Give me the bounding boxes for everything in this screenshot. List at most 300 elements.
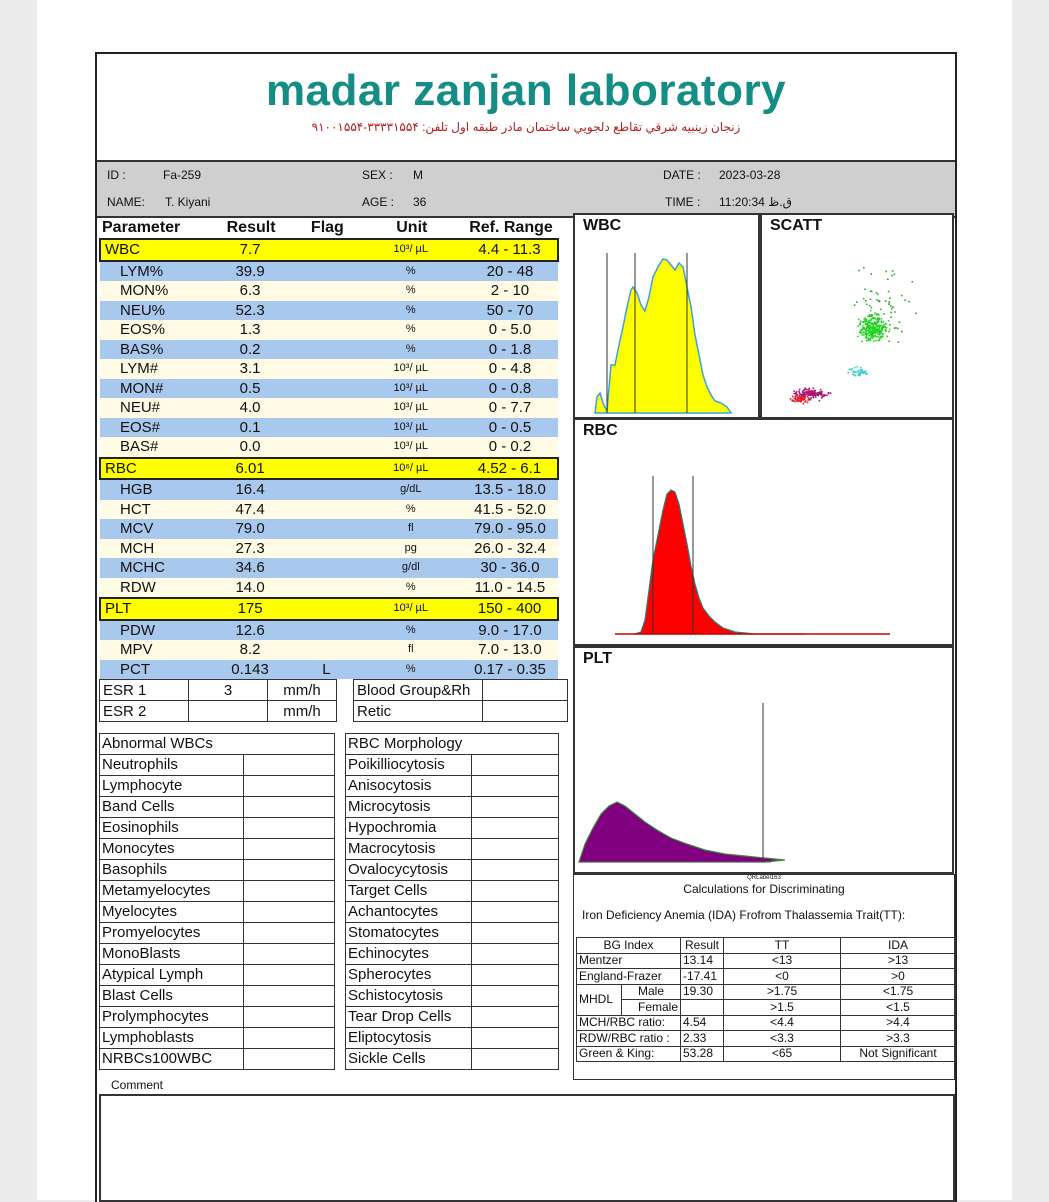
result-value: 16.4 xyxy=(207,479,293,500)
scatter-point xyxy=(892,270,894,272)
morphology-value xyxy=(472,923,559,944)
scatter-point xyxy=(859,324,861,326)
morphology-label: Neutrophils xyxy=(100,755,244,776)
scatter-point xyxy=(854,304,856,306)
morphology-value xyxy=(472,881,559,902)
unit-value: 10⁶/ µL xyxy=(360,458,462,480)
parameter-name: HGB xyxy=(100,479,207,500)
flag-value xyxy=(293,281,360,301)
unit-value: fl xyxy=(360,519,462,539)
morphology-value xyxy=(244,902,335,923)
ref-range: 0 - 0.2 xyxy=(462,437,558,458)
scatter-point xyxy=(901,295,903,297)
scatter-point xyxy=(890,305,892,307)
morphology-label: Achantocytes xyxy=(346,902,472,923)
list-item xyxy=(100,818,335,839)
ref-range: 0 - 7.7 xyxy=(462,398,558,418)
scatter-point xyxy=(867,323,869,325)
parameter-name: LYM# xyxy=(100,359,207,379)
scatter-point xyxy=(871,307,873,309)
scatter-point xyxy=(802,392,804,394)
morphology-value xyxy=(472,797,559,818)
scatter-point xyxy=(912,281,914,283)
list-item xyxy=(100,881,335,902)
scatter-point xyxy=(866,329,868,331)
scatter-point xyxy=(799,389,801,391)
table-row xyxy=(100,320,558,340)
unit-value: 10³/ µL xyxy=(360,379,462,399)
blood-group-value xyxy=(483,680,568,701)
unit-value: % xyxy=(360,620,462,641)
scatter-point xyxy=(862,325,864,327)
scatter-point xyxy=(870,299,872,301)
list-item xyxy=(100,755,335,776)
result-value: 39.9 xyxy=(207,261,293,282)
scatter-point xyxy=(878,334,880,336)
flag-value: L xyxy=(293,660,360,680)
scatter-point xyxy=(870,310,872,312)
unit-value: 10³/ µL xyxy=(360,437,462,458)
report-date: 2023-03-28 xyxy=(719,168,781,182)
table-row xyxy=(100,458,558,480)
list-item xyxy=(346,881,559,902)
cbc-rows xyxy=(100,239,558,679)
scatter-point xyxy=(870,291,872,293)
scatter-point xyxy=(823,394,825,396)
scatter-plot-svg xyxy=(762,215,952,417)
morphology-label: Target Cells xyxy=(346,881,472,902)
wbc-histogram xyxy=(573,213,760,419)
name-label: NAME: xyxy=(107,195,146,209)
scatter-point xyxy=(808,394,810,396)
retic-label: Retic xyxy=(354,701,483,722)
col-ref: Ref. Range xyxy=(469,218,553,236)
result-value: 27.3 xyxy=(207,539,293,559)
scatter-point xyxy=(881,325,883,327)
scatter-point xyxy=(874,313,876,315)
scatter-point xyxy=(820,389,822,391)
list-item xyxy=(346,860,559,881)
scatter-point xyxy=(819,393,821,395)
unit-value: 10³/ µL xyxy=(360,398,462,418)
list-item xyxy=(346,755,559,776)
time-label: TIME : xyxy=(665,195,701,209)
table-row xyxy=(100,281,558,301)
scatter-point xyxy=(871,327,873,329)
scatter-point xyxy=(858,319,860,321)
morphology-value xyxy=(472,986,559,1007)
scatter-point xyxy=(804,392,806,394)
table-row xyxy=(100,261,558,282)
morphology-label: Metamyelocytes xyxy=(100,881,244,902)
scatter-point xyxy=(816,394,818,396)
list-item xyxy=(100,860,335,881)
scatter-point xyxy=(861,341,863,343)
scatter-point xyxy=(808,389,810,391)
scatter-point xyxy=(857,336,859,338)
scatter-point xyxy=(859,331,861,333)
morphology-value xyxy=(472,1028,559,1049)
ref-range: 7.0 - 13.0 xyxy=(462,640,558,660)
scatter-point xyxy=(856,301,858,303)
parameter-name: PLT xyxy=(100,598,207,620)
scatter-point xyxy=(877,331,879,333)
scatter-point xyxy=(861,329,863,331)
unit-value: 10³/ µL xyxy=(360,239,462,261)
morphology-label: Basophils xyxy=(100,860,244,881)
scatter-point xyxy=(885,326,887,328)
result-value: 0.5 xyxy=(207,379,293,399)
scatter-point xyxy=(870,340,872,342)
table-row xyxy=(100,418,558,438)
scatter-point xyxy=(806,389,808,391)
morphology-value xyxy=(244,839,335,860)
scatter-point xyxy=(806,394,808,396)
morphology-value xyxy=(472,1007,559,1028)
morphology-value xyxy=(244,944,335,965)
scatter-point xyxy=(819,400,821,402)
scatter-point xyxy=(852,372,854,374)
table-row xyxy=(100,359,558,379)
flag-value xyxy=(293,500,360,520)
table-row xyxy=(100,500,558,520)
scatter-point xyxy=(894,274,896,276)
scatter-point xyxy=(875,340,877,342)
list-item xyxy=(346,965,559,986)
list-item xyxy=(100,1007,335,1028)
scatter-point xyxy=(828,393,830,395)
patient-info xyxy=(97,160,955,218)
esr2-unit: mm/h xyxy=(268,701,337,722)
scatt-chart-label: SCATT xyxy=(770,217,823,234)
scatter-point xyxy=(812,396,814,398)
list-item xyxy=(100,986,335,1007)
unit-value: g/dl xyxy=(360,558,462,578)
scatter-point xyxy=(799,395,801,397)
patient-sex: M xyxy=(413,168,423,182)
scatter-point xyxy=(881,318,883,320)
morphology-value xyxy=(472,944,559,965)
col-flag: Flag xyxy=(310,218,344,236)
scatter-point xyxy=(857,370,859,372)
flag-value xyxy=(293,558,360,578)
ref-range: 11.0 - 14.5 xyxy=(462,578,558,599)
list-item xyxy=(100,902,335,923)
table-row xyxy=(100,398,558,418)
list-item xyxy=(346,797,559,818)
ref-range: 26.0 - 32.4 xyxy=(462,539,558,559)
scatter-point xyxy=(879,333,881,335)
scatter-point xyxy=(861,372,863,374)
scatter-point xyxy=(809,392,811,394)
scatter-point xyxy=(864,318,866,320)
gk-label: Green & King: xyxy=(577,1046,681,1062)
scatter-point xyxy=(885,323,887,325)
scatter-point xyxy=(888,320,890,322)
unit-value: g/dL xyxy=(360,479,462,500)
morphology-label: Promyelocytes xyxy=(100,923,244,944)
morphology-label: MonoBlasts xyxy=(100,944,244,965)
ef-ida: >0 xyxy=(841,969,956,985)
scatter-point xyxy=(866,327,868,329)
wbc-curve xyxy=(595,259,731,413)
scatter-point xyxy=(878,320,880,322)
scatter-point xyxy=(898,341,900,343)
scatter-point xyxy=(793,400,795,402)
scatter-point xyxy=(877,336,879,338)
ef-tt: <0 xyxy=(724,969,841,985)
scatter-point xyxy=(881,335,883,337)
list-item xyxy=(100,734,335,755)
unit-value: 10³/ µL xyxy=(360,418,462,438)
parameter-name: NEU% xyxy=(100,301,207,321)
morphology-label: Tear Drop Cells xyxy=(346,1007,472,1028)
morphology-value xyxy=(472,755,559,776)
scatter-point xyxy=(889,324,891,326)
scatter-point xyxy=(815,390,817,392)
mchrbc-tt: <4.4 xyxy=(724,1015,841,1031)
calc-title: Calculations for Discriminating xyxy=(683,882,845,896)
mentzer-tt: <13 xyxy=(724,953,841,969)
scatter-point xyxy=(885,329,887,331)
mchrbc-result: 4.54 xyxy=(681,1015,724,1031)
scatter-point xyxy=(865,333,867,335)
lab-report xyxy=(95,52,957,1202)
morphology-value xyxy=(244,1049,335,1070)
parameter-name: BAS# xyxy=(100,437,207,458)
rdwrbc-result: 2.33 xyxy=(681,1031,724,1047)
scatter-point xyxy=(851,369,853,371)
scatter-point xyxy=(854,367,856,369)
rdwrbc-ida: >3.3 xyxy=(841,1031,956,1047)
scatter-point xyxy=(880,325,882,327)
ref-range: 0.17 - 0.35 xyxy=(462,660,558,680)
scatter-point xyxy=(869,335,871,337)
parameter-name: RBC xyxy=(100,458,207,480)
morphology-label: Echinocytes xyxy=(346,944,472,965)
scatter-point xyxy=(858,374,860,376)
morphology-label: Hypochromia xyxy=(346,818,472,839)
unit-value: % xyxy=(360,261,462,282)
plt-histogram-svg xyxy=(575,648,952,872)
scatter-point xyxy=(887,278,889,280)
parameter-name: MON# xyxy=(100,379,207,399)
scatter-point xyxy=(892,306,894,308)
scatter-point xyxy=(877,294,879,296)
scatter-point xyxy=(887,336,889,338)
scatter-point xyxy=(888,303,890,305)
morphology-value xyxy=(472,818,559,839)
morphology-label: Abnormal WBCs xyxy=(100,734,335,755)
result-value: 47.4 xyxy=(207,500,293,520)
result-value: 7.7 xyxy=(207,239,293,261)
morphology-label: Ovalocycytosis xyxy=(346,860,472,881)
scatter-point xyxy=(873,327,875,329)
scatter-point xyxy=(813,393,815,395)
age-label: AGE : xyxy=(362,195,395,209)
mchrbc-label: MCH/RBC ratio: xyxy=(577,1015,681,1031)
comment-label: Comment xyxy=(111,1078,164,1092)
gk-ida: Not Significant xyxy=(841,1046,956,1062)
esr1-value: 3 xyxy=(189,680,268,701)
list-item xyxy=(100,839,335,860)
scatter-point xyxy=(869,324,871,326)
scatter-point xyxy=(870,320,872,322)
scatter-point xyxy=(863,267,865,269)
table-row xyxy=(100,539,558,559)
male-ida: <1.75 xyxy=(841,984,956,1000)
scatter-point xyxy=(872,337,874,339)
result-value: 6.3 xyxy=(207,281,293,301)
ref-range: 41.5 - 52.0 xyxy=(462,500,558,520)
ref-range: 0 - 5.0 xyxy=(462,320,558,340)
list-item xyxy=(346,986,559,1007)
flag-value xyxy=(293,519,360,539)
discrimination-calculations xyxy=(573,874,955,1080)
result-value: 0.0 xyxy=(207,437,293,458)
scatter-point xyxy=(894,311,896,313)
scatter-point xyxy=(797,396,799,398)
esr2-value xyxy=(189,701,268,722)
scatter-point xyxy=(877,318,879,320)
morphology-value xyxy=(472,860,559,881)
morphology-label: Prolymphocytes xyxy=(100,1007,244,1028)
col-unit: Unit xyxy=(396,218,428,236)
scatter-point xyxy=(803,403,805,405)
esr2-label: ESR 2 xyxy=(100,701,189,722)
comment-box[interactable] xyxy=(99,1094,955,1202)
table-row xyxy=(100,239,558,261)
id-label: ID : xyxy=(107,168,126,182)
ref-range: 79.0 - 95.0 xyxy=(462,519,558,539)
cbc-table xyxy=(99,217,559,679)
ref-range: 4.52 - 6.1 xyxy=(462,458,558,480)
col-result: Result xyxy=(226,218,276,236)
table-row xyxy=(100,640,558,660)
scatter-point xyxy=(888,291,890,293)
scatter-point xyxy=(795,396,797,398)
scatter-point xyxy=(860,367,862,369)
sex-label: SEX : xyxy=(362,168,393,182)
morphology-label: RBC Morphology xyxy=(346,734,559,755)
scatter-point xyxy=(873,341,875,343)
esr-table xyxy=(99,679,568,722)
result-value: 52.3 xyxy=(207,301,293,321)
scatter-point xyxy=(901,331,903,333)
scatter-point xyxy=(873,325,875,327)
list-item xyxy=(346,734,559,755)
rbc-curve xyxy=(635,490,805,634)
list-item xyxy=(100,1049,335,1070)
parameter-name: RDW xyxy=(100,578,207,599)
list-item xyxy=(346,902,559,923)
result-value: 14.0 xyxy=(207,578,293,599)
flag-value xyxy=(293,398,360,418)
scatter-point xyxy=(875,329,877,331)
scatter-point xyxy=(879,327,881,329)
scatter-point xyxy=(797,399,799,401)
scatter-point xyxy=(885,271,887,273)
morphology-value xyxy=(244,755,335,776)
h-tt: TT xyxy=(724,938,841,954)
morphology-value xyxy=(244,1007,335,1028)
scatter-point xyxy=(869,315,871,317)
scatter-point xyxy=(863,334,865,336)
scatter-point xyxy=(808,391,810,393)
scatter-point xyxy=(915,313,917,315)
scatter-point xyxy=(855,371,857,373)
morphology-label: Schistocytosis xyxy=(346,986,472,1007)
scatter-point xyxy=(871,315,873,317)
scatter-point xyxy=(807,396,809,398)
result-value: 0.143 xyxy=(207,660,293,680)
scatter-point xyxy=(876,314,878,316)
list-item xyxy=(100,1028,335,1049)
morphology-value xyxy=(472,1049,559,1070)
scatter-point xyxy=(908,301,910,303)
table-row xyxy=(100,578,558,599)
female-result xyxy=(681,1000,724,1016)
scatter-point xyxy=(825,394,827,396)
scatter-point xyxy=(879,340,881,342)
parameter-name: MPV xyxy=(100,640,207,660)
parameter-name: MON% xyxy=(100,281,207,301)
plt-histogram xyxy=(573,646,954,874)
morphology-value xyxy=(244,860,335,881)
morphology-label: Lymphocyte xyxy=(100,776,244,797)
list-item xyxy=(100,923,335,944)
list-item xyxy=(346,776,559,797)
h-bg-index: BG Index xyxy=(577,938,681,954)
scatter-point xyxy=(875,335,877,337)
list-item xyxy=(346,1007,559,1028)
scatter-point xyxy=(883,321,885,323)
flag-value xyxy=(293,320,360,340)
table-row xyxy=(100,340,558,360)
scatter-point xyxy=(863,321,865,323)
scatter-point xyxy=(874,317,876,319)
scatter-point xyxy=(801,399,803,401)
parameter-name: LYM% xyxy=(100,261,207,282)
scatter-point xyxy=(861,332,863,334)
morphology-label: Spherocytes xyxy=(346,965,472,986)
scatter-point xyxy=(872,331,874,333)
scatter-point xyxy=(811,392,813,394)
mchrbc-ida: >4.4 xyxy=(841,1015,956,1031)
scatter-point xyxy=(870,273,872,275)
flag-value xyxy=(293,479,360,500)
parameter-name: BAS% xyxy=(100,340,207,360)
scatter-point xyxy=(860,369,862,371)
mentzer-ida: >13 xyxy=(841,953,956,969)
scatter-point xyxy=(891,275,893,277)
scatter-point xyxy=(879,318,881,320)
parameter-name: MCV xyxy=(100,519,207,539)
scatter-point xyxy=(885,300,887,302)
scatter-point xyxy=(819,391,821,393)
result-value: 0.2 xyxy=(207,340,293,360)
scatter-point xyxy=(872,317,874,319)
scatter-point xyxy=(793,390,795,392)
scatter-point xyxy=(807,402,809,404)
scatter-point xyxy=(794,393,796,395)
table-row xyxy=(100,558,558,578)
ref-range: 30 - 36.0 xyxy=(462,558,558,578)
table-row xyxy=(100,379,558,399)
scatter-point xyxy=(876,319,878,321)
scatter-point xyxy=(876,292,878,294)
scatter-point xyxy=(879,338,881,340)
